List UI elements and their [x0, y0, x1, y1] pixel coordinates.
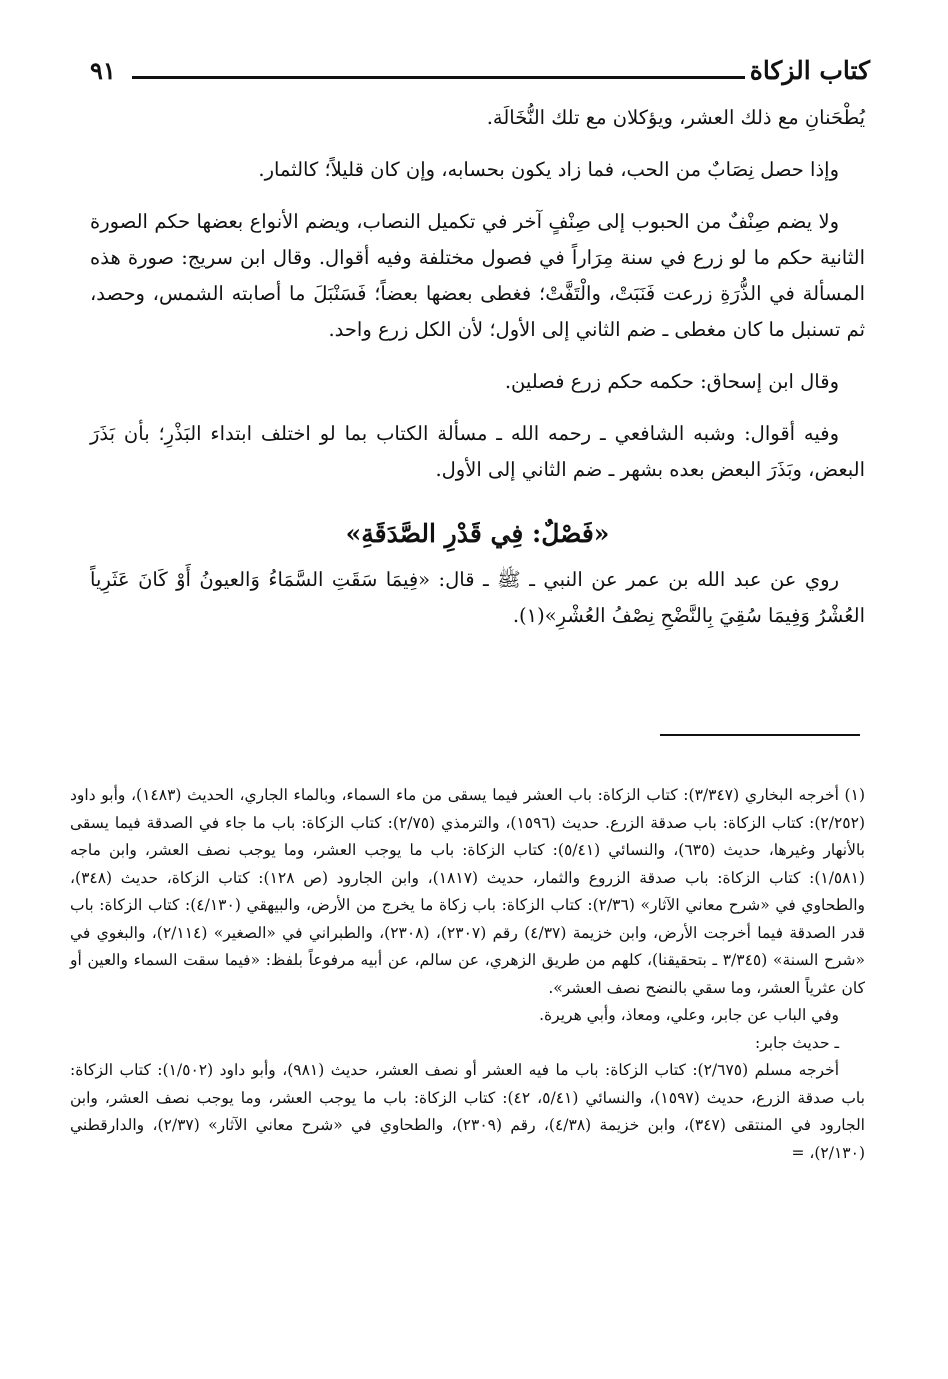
footnote-paragraph: أخرجه مسلم (٢/٦٧٥): كتاب الزكاة: باب ما فيه العشر أو نصف العشر، حديث (٩٨١)، وأبو داود (١/٥٠٢): كتاب الزكاة: باب صدقة الزرع، حديث (١٥٩٧)، والنسائي (٥/٤١، ٤٢): كتاب الزكاة: باب ما يوجب العشر، وما يوجب نصف العشر، وابن الجارود في المنتقى (٣٤٧)، وابن خزيمة (٤/٣٨)، رقم (٢٣٠٩)، والطحاوي في «شرح معاني الآثار» (٢/٣٧)، والدارقطني (٢/١٣٠)، =: [70, 1061, 865, 1162]
main-text: [90, 100, 865, 650]
main-paragraph: وإذا حصل نِصَابٌ من الحب، فما زاد يكون بحسابه، وإن كان قليلاً؛ كالثمار.: [258, 158, 839, 181]
header-rule: [132, 76, 745, 79]
main-paragraph: يُطْحَنانِ مع ذلك العشر، ويؤكلان مع تلك النُّخَالَة.: [486, 106, 865, 129]
main-paragraph: وقال ابن إسحاق: حكمه حكم زرع فصلين.: [504, 370, 839, 393]
section-heading: «فَصْلٌ: فِي قَدْرِ الصَّدَقَةِ»: [345, 519, 610, 548]
page-header: [90, 54, 870, 94]
footnote-paragraph: ـ حديث جابر:: [754, 1033, 839, 1052]
page-number: ٩١: [90, 56, 116, 85]
footnotes: [70, 782, 865, 1167]
footnote-separator: [660, 734, 860, 736]
main-paragraph: ولا يضم صِنْفٌ من الحبوب إلى صِنْفٍ آخر في تكميل النصاب، ويضم الأنواع بعضها حكم الصورة الثانية حكم ما لو زرع في سنة مِرَاراً في فصول مختلفة وفيه أقوال. وقال ابن سريج: صورة هذه المسألة في الذُّرَةِ زرعت فَنَبَتْ، والْتَفَّتْ؛ فغطى بعضها بعضاً؛ فَسَنْبَلَ ما أصابته الشمس، وحصد، ثم تسنبل ما كان مغطى ـ ضم الثاني إلى الأول؛ لأن الكل زرع واحد.: [90, 210, 865, 341]
footnote-paragraph: (١) أخرجه البخاري (٣/٣٤٧): كتاب الزكاة: باب العشر فيما يسقى من ماء السماء، وبالماء الجاري، الحديث (١٤٨٣)، وأبو داود (٢/٢٥٢): كتاب الزكاة: باب صدقة الزرع. حديث (١٥٩٦)، والترمذي (٢/٧٥): كتاب الزكاة: باب ما جاء في الصدقة فيما يسقى بالأنهار وغيرها، حديث (٦٣٥)، والنسائي (٥/٤١): كتاب الزكاة: باب ما يوجب العشر، وما يوجب نصف العشر، وابن ماجه (١/٥٨١): كتاب الزكاة: باب صدقة الزروع والثمار، حديث (١٨١٧)، وابن الجارود (ص ١٢٨): كتاب الزكاة، حديث (٣٤٨)، والطحاوي في «شرح معاني الآثار» (٢/٣٦): كتاب الزكاة: باب زكاة ما يخرج من الأرض، والبيهقي (٤/١٣٠): كتاب الزكاة: باب قدر الصدقة فيما أخرجت الأرض، وابن خزيمة (٤/٣٧) رقم (٢٣٠٧)، (٢٣٠٨)، والطبراني في «الصغير» (٢/١١٤)، والبغوي في «شرح السنة» (٣/٣٤٥ ـ بتحقيقنا)، كلهم من طريق الزهري، عن سالم، عن أبيه مرفوعاً بلفظ: «فيما سقت السماء والعين أو كان عثرياً العشر، وما سقي بالنضح نصف العشر».: [70, 786, 865, 997]
hadith-paragraph: روي عن عبد الله بن عمر عن النبي ـ ﷺ ـ قال: «فِيمَا سَقَتِ السَّمَاءُ وَالعيونُ أَوْ كَانَ عَثَرِياً العُشْرُ وَفِيمَا سُقِيَ بِالنَّضْحِ نِصْفُ العُشْرِ»(١).: [90, 568, 865, 627]
chapter-title: كتاب الزكاة: [749, 56, 870, 85]
main-paragraph: وفيه أقوال: وشبه الشافعي ـ رحمه الله ـ مسألة الكتاب بما لو اختلف ابتداء البَذْرِ؛ بأن بَذَرَ البعض، وبَذَرَ البعض بعده بشهر ـ ضم الثاني إلى الأول.: [90, 422, 865, 481]
footnote-paragraph: وفي الباب عن جابر، وعلي، ومعاذ، وأبي هريرة.: [539, 1006, 839, 1024]
